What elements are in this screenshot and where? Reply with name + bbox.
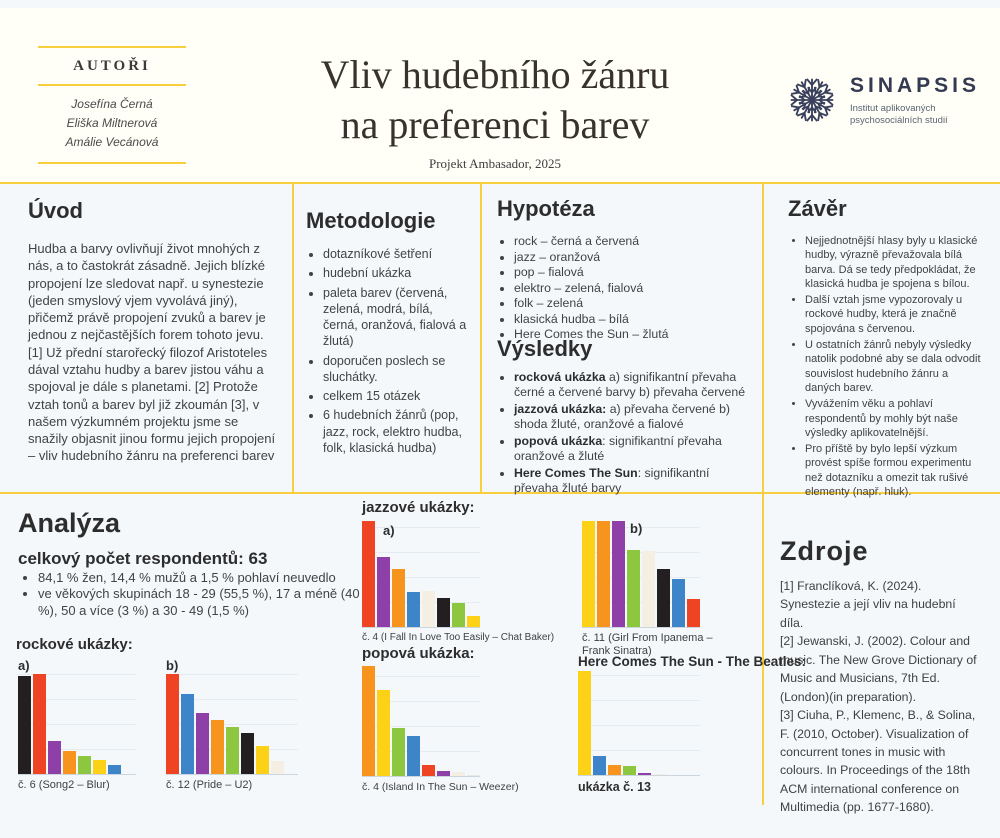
logo-tagline-line1: Institut aplikovaných [850,102,936,114]
list-item: Josefína Černá [71,97,153,111]
bar-modrá [672,579,685,627]
chart-rock-b [166,658,298,792]
list-item: • hudební ukázka [323,265,468,281]
analyza-list [22,570,373,619]
metodologie-heading: Metodologie [306,208,436,233]
bar-červená [33,674,46,774]
zaver-heading: Závěr [788,196,847,221]
bar-žlutá [256,746,269,774]
bar-zelená [452,603,465,627]
list-item: • pop – fialová [514,265,753,280]
list-item: • popová ukázka: signifikantní převaha oranžové a žluté [514,434,757,464]
list-item: [2] Jewanski, J. (2002). Colour and music. The New Grove Dictionary of Music and Musicians, 7th Ed.(London)(in preparation). [780,634,977,704]
bar-oranžová [608,765,621,775]
bar-oranžová [362,666,375,776]
list-item: • Nejjednotnější hlasy byly u klasické hudby, výrazně převažovala bílá barva. Dá se tedy předpokládat, že klasická hudba je spojena s bílou. [805,234,986,291]
uvod-heading: Úvod [28,198,83,223]
bar-černá [657,569,670,627]
bar-žlutá [582,521,595,627]
bar-modrá [593,756,606,775]
list-item: • Here Comes the Sun – žlutá [514,327,753,342]
zaver-list [788,234,986,499]
bar-červená [422,765,435,776]
chart-pop [362,666,519,793]
header [0,8,1000,182]
authors-list [38,95,186,152]
metodologie-list [306,246,468,456]
section-zdroje [780,536,982,817]
chart-plot [362,666,480,777]
chart-jazz-a [362,521,554,644]
list-item: • 84,1 % žen, 14,4 % mužů a 1,5 % pohlaví neuvedlo [38,570,373,586]
bar-fialová [196,713,209,774]
bar-červená [687,599,700,627]
section-zaver [788,196,986,501]
poster-subtitle: Projekt Ambasador, 2025 [429,156,561,171]
chart-rock-a [18,658,136,792]
bar-černá [241,733,254,774]
analyza-respondents: celkový počet respondentů: 63 [18,549,268,568]
zdroje-heading: Zdroje [780,536,869,566]
list-item: • jazzová ukázka: a) převaha červené b) shoda žluté, oranžové a fialové [514,402,757,432]
bar-zelená [623,766,636,775]
bar-zelená [226,727,239,774]
divider [38,84,186,86]
chart-plot [18,674,136,775]
uvod-body: Hudba a barvy ovlivňují život mnohých z nás, a to častokrát zásadně. Jejich blízké propojení lze sledovat např. u synestezie (jeden smyslový vjem vyvolává jiný), přičemž právě propojení zvuků a barev je jednou z nejčastějších forem tohoto jevu.[1] Už přední starořecký filozof Aristoteles dával vztahu hudby a barev jistou váhu a spojoval je dále s planetami. [2] Protože vztah tonů a barev byl již zkoumán [3], v našem výzkumném projektu jsme se snažily objasnit jinou formu jejich propojení – vliv hudebního žánru na preferenci barev [28,241,276,464]
poster-title-line1: Vliv hudebního žánru [320,52,670,97]
rock-group-heading: rockové ukázky: [16,636,133,653]
chart-plot [578,671,700,776]
chart-label: a) [18,658,30,673]
chart-label: b) [166,658,179,673]
bar-bílá [642,551,655,627]
list-item: • Here Comes The Sun: signifikantní převaha žluté barvy [514,466,757,496]
zdroje-list [780,577,982,817]
analyza-heading: Analýza [18,508,121,538]
bar-bílá [271,761,284,774]
divider-horizontal-top [0,182,1000,184]
bar-fialová [48,741,61,774]
list-item: [1] Franclíková, K. (2024). Synestezie a její vliv na hudební díla. [780,579,956,630]
bar-černá [18,676,31,774]
list-item: Amálie Vecánová [65,135,159,149]
chart-caption: ukázka č. 13 [578,780,651,794]
list-item: • paleta barev (červená, zelená, modrá, bílá, černá, oranžová, fialová a žlutá) [323,285,468,350]
jazz-group-heading: jazzové ukázky: [362,499,475,516]
chart-caption: č. 4 (I Fall In Love Too Easily – Chat Baker) [362,632,555,643]
logo-tagline [850,103,980,127]
list-item: • elektro – zelená, fialová [514,281,753,296]
chart-plot [166,674,298,775]
chart-label: b) [630,521,643,536]
bar-žlutá [467,616,480,627]
bar-fialová [437,771,450,777]
bar-fialová [612,521,625,627]
chart-caption: č. 6 (Song2 – Blur) [18,779,110,791]
bar-šedá [467,775,480,776]
bar-oranžová [392,569,405,627]
chart-caption: č. 11 (Girl From Ipanema – Frank Sinatra) [582,632,713,657]
bar-žlutá [377,690,390,776]
chart-plot [582,521,700,628]
vysledky-list [497,370,757,496]
divider-vertical-1 [292,184,294,492]
sinapsis-logo [784,72,980,128]
bar-žlutá [578,671,591,775]
divider [38,46,186,48]
divider-vertical-3 [762,184,764,805]
logo-text [850,74,980,127]
chart-label: a) [383,523,395,538]
poster-title [255,50,735,150]
list-item: • ve věkových skupinách 18 - 29 (55,5 %), 17 a méně (40 %), 50 a více (3 %) a 30 - 49 (1,5 %) [38,586,373,619]
bar-bílá [422,591,435,627]
chart-plot [362,521,480,628]
hypoteza-list [497,234,753,342]
list-item: • U ostatních žánrů nebyly výsledky natolik podobné aby se dala odvodit souvislost hudebního žánru a daných barev. [805,338,986,395]
bar-zelená [392,728,405,776]
list-item: • Pro příště by bylo lepší výzkum provést spíše formou experimentu než dotazníku a omezit tak rušivé elementy (např. hluk). [805,442,986,499]
divider-vertical-2 [480,184,482,492]
poster-title-line2: na preferenci barev [340,102,650,147]
snowflake-icon [784,72,840,128]
bar-bílá [452,772,465,776]
bar-červená [166,674,179,774]
authors-box [38,46,186,164]
bar-červená [362,521,375,627]
divider [38,162,186,164]
bar-bílá [653,774,666,775]
section-uvod [28,198,278,465]
section-vysledky [497,336,757,498]
hypoteza-heading: Hypotéza [497,196,595,221]
chart-hcts [578,671,700,794]
list-item: • Další vztah jsme vypozorovaly u rockové hudby, která je značně spojována s červenou. [805,293,986,336]
list-item: • klasická hudba – bílá [514,312,753,327]
bar-modrá [181,694,194,774]
list-item: • folk – zelená [514,296,753,311]
list-item: • doporučen poslech se sluchátky. [323,353,468,386]
list-item: • rock – černá a červená [514,234,753,249]
hcts-group-heading: Here Comes The Sun - The Beatles: [578,654,807,669]
bar-modrá [108,765,121,774]
list-item: • rocková ukázka a) signifikantní převaha černé a červené barvy b) převaha červené [514,370,757,400]
list-item: • jazz – oranžová [514,250,753,265]
logo-tagline-line2: psychosociálních studií [850,114,948,126]
bar-oranžová [211,720,224,774]
bar-zelená [627,550,640,627]
bar-žlutá [93,760,106,774]
list-item: • celkem 15 otázek [323,388,468,404]
chart-jazz-b [582,521,722,657]
chart-caption: č. 12 (Pride – U2) [166,779,253,791]
list-item: • 6 hudebních žánrů (pop, jazz, rock, elektro hudba, folk, klasická hudba) [323,407,468,456]
bar-oranžová [597,521,610,627]
bar-oranžová [63,751,76,774]
section-metodologie [306,208,468,459]
chart-caption: č. 4 (Island In The Sun – Weezer) [362,781,519,793]
bar-modrá [407,736,420,776]
section-hypoteza [497,196,753,343]
bar-černá [437,598,450,627]
bar-fialová [377,557,390,627]
logo-name: SINAPSIS [850,73,981,97]
list-item: [3] Ciuha, P., Klemenc, B., & Solina, F. (2010, October). Visualization of concurrent tones in music with colours. In Proceedings of the 18th ACM international conference on Multimedia (pp. 1677-1680). [780,708,976,815]
list-item: Eliška Miltnerová [66,116,158,130]
bar-zelená [78,756,91,774]
bar-fialová [638,773,651,775]
pop-group-heading: popová ukázka: [362,645,475,662]
list-item: • dotazníkové šetření [323,246,468,262]
authors-title: AUTOŘI [73,58,151,74]
vysledky-heading: Výsledky [497,336,593,361]
bar-modrá [407,592,420,627]
list-item: • Vyvážením věku a pohlaví respondentů by mohly být naše výsledky aplikovatelnější. [805,397,986,440]
